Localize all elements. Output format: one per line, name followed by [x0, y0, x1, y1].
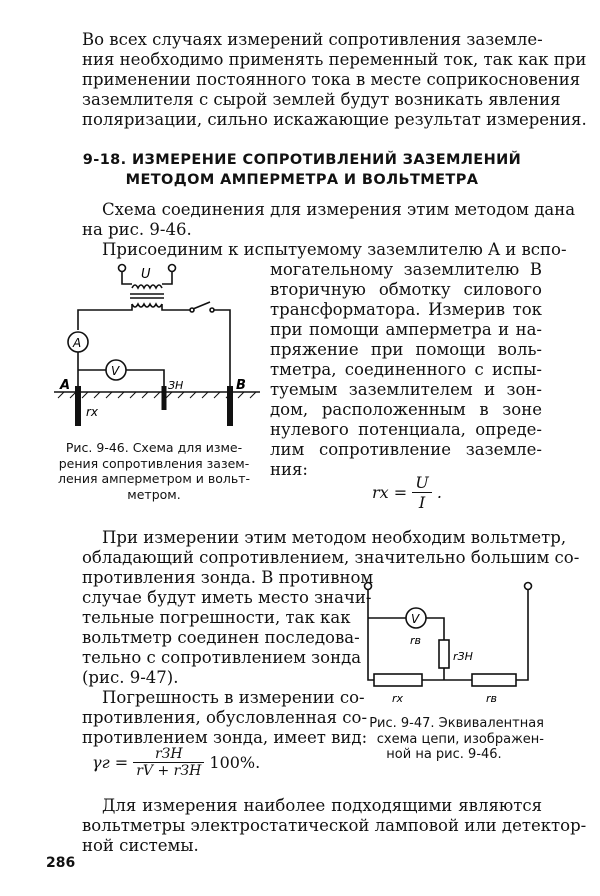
text-line: противления, обусловленная со-	[82, 708, 368, 727]
text-line: Во всех случаях измерений сопротивления заземле-	[82, 30, 543, 49]
formula-lhs: γг =	[92, 753, 129, 772]
formula-lhs: rx =	[372, 483, 408, 502]
text-line: поляризации, сильно искажающие результат измерения.	[82, 110, 587, 129]
formula-numerator: U	[412, 473, 431, 493]
label-probe: ЗН	[168, 379, 184, 392]
text-line: Присоединим к испытуемому заземлителю A и вспо-	[102, 240, 567, 259]
page-number: 286	[46, 855, 76, 871]
caption-line: ной на рис. 9-46.	[386, 747, 502, 762]
caption-line: Рис. 9-46. Схема для изме-	[65, 440, 243, 455]
label-u: U	[141, 267, 151, 282]
text-line: обладающий сопротивлением, значительно большим со-	[82, 548, 580, 567]
text-line: ния необходимо применять переменный ток, так как при	[82, 50, 587, 69]
scheme-paragraph	[82, 200, 576, 240]
text-line: трансформатора. Измерив ток	[270, 300, 542, 319]
text-line: могательному заземлителю B	[270, 260, 542, 279]
caption-line: схема цепи, изображен-	[376, 731, 544, 747]
text-line: тметра, соединенного с испы-	[270, 360, 542, 379]
caption-line: метром.	[127, 486, 181, 502]
label-rx: rx	[86, 405, 99, 419]
label-rx: rx	[392, 692, 404, 705]
figure-9-47-caption	[344, 716, 544, 763]
heading-line: 9-18. ИЗМЕРЕНИЕ СОПРОТИВЛЕНИЙ ЗАЗЕМЛЕНИЙ	[82, 152, 522, 168]
error-paragraph	[82, 688, 368, 748]
text-line: тельно с сопротивлением зонда	[82, 648, 362, 667]
text-line: Погрешность в измерении со-	[102, 688, 365, 707]
label-ammeter: A	[73, 336, 82, 350]
formula-tail: .	[436, 483, 442, 502]
figure-9-46-caption	[46, 440, 262, 502]
section-heading	[82, 150, 522, 190]
connect-paragraph-right	[270, 260, 542, 480]
text-line: ной системы.	[82, 836, 199, 855]
text-line: применении постоянного тока в месте соприкосновения	[82, 70, 581, 89]
formula-numerator: rЗН	[133, 746, 204, 763]
text-line: нулевого потенциала, опреде-	[270, 420, 542, 439]
formula-denominator: I	[418, 493, 426, 512]
text-line: пряжение при помощи воль-	[270, 340, 542, 359]
formula-fraction	[133, 746, 204, 779]
voltmeter-paragraph	[82, 528, 580, 568]
voltmeter-paragraph-left	[82, 568, 374, 688]
caption-line: Рис. 9-47. Эквивалентная	[369, 716, 544, 731]
text-line: ния:	[270, 460, 308, 479]
formula-tail: 100%.	[209, 753, 261, 772]
heading-line: МЕТОДОМ АМПЕРМЕТРА И ВОЛЬТМЕТРА	[125, 172, 479, 188]
text-line: вольтметр соединен последова-	[82, 628, 360, 647]
text-line: противлением зонда, имеет вид:	[82, 728, 368, 747]
caption-line: рения сопротивления зазем-	[58, 455, 250, 471]
connect-paragraph-first	[102, 240, 567, 260]
label-rb: rв	[486, 692, 498, 705]
intro-paragraph	[82, 30, 587, 130]
label-rzn: rЗН	[453, 650, 473, 663]
caption-line: ления амперметром и вольт-	[57, 471, 250, 486]
text-line: Схема соединения для измерения этим методом дана	[102, 200, 576, 219]
label-electrode-a: A	[60, 378, 71, 393]
formula-denominator: rV + rЗН	[136, 763, 202, 779]
error-formula	[92, 746, 260, 779]
text-line: случае будут иметь место значи-	[82, 588, 372, 607]
text-line: дом, расположенным в зоне	[270, 400, 542, 419]
text-line: заземлителя с сырой землей будут возникать явления	[82, 90, 561, 109]
label-rv: rв	[410, 634, 422, 647]
figure-9-46-diagram	[50, 258, 265, 438]
text-line: При измерении этим методом необходим вольтметр,	[102, 528, 567, 547]
label-voltmeter: V	[111, 364, 120, 378]
text-line: вторичную обмотку силового	[270, 280, 542, 299]
text-line: вольтметры электростатической ламповой или детектор-	[82, 816, 587, 835]
resistance-formula	[372, 473, 442, 512]
closing-paragraph	[82, 796, 587, 856]
figure-9-47-diagram	[352, 576, 552, 716]
formula-fraction	[412, 473, 431, 512]
text-line: при помощи амперметра и на-	[270, 320, 542, 339]
label-electrode-b: B	[236, 378, 246, 393]
text-line: противления зонда. В противном	[82, 568, 374, 587]
text-line: на рис. 9-46.	[82, 220, 192, 239]
text-line: лим сопротивление заземле-	[270, 440, 542, 459]
label-voltmeter: V	[411, 612, 420, 626]
text-line: Для измерения наиболее подходящими являются	[102, 796, 542, 815]
text-line: (рис. 9-47).	[82, 668, 179, 687]
text-line: туемым заземлителем и зон-	[270, 380, 542, 399]
text-line: тельные погрешности, так как	[82, 608, 351, 627]
